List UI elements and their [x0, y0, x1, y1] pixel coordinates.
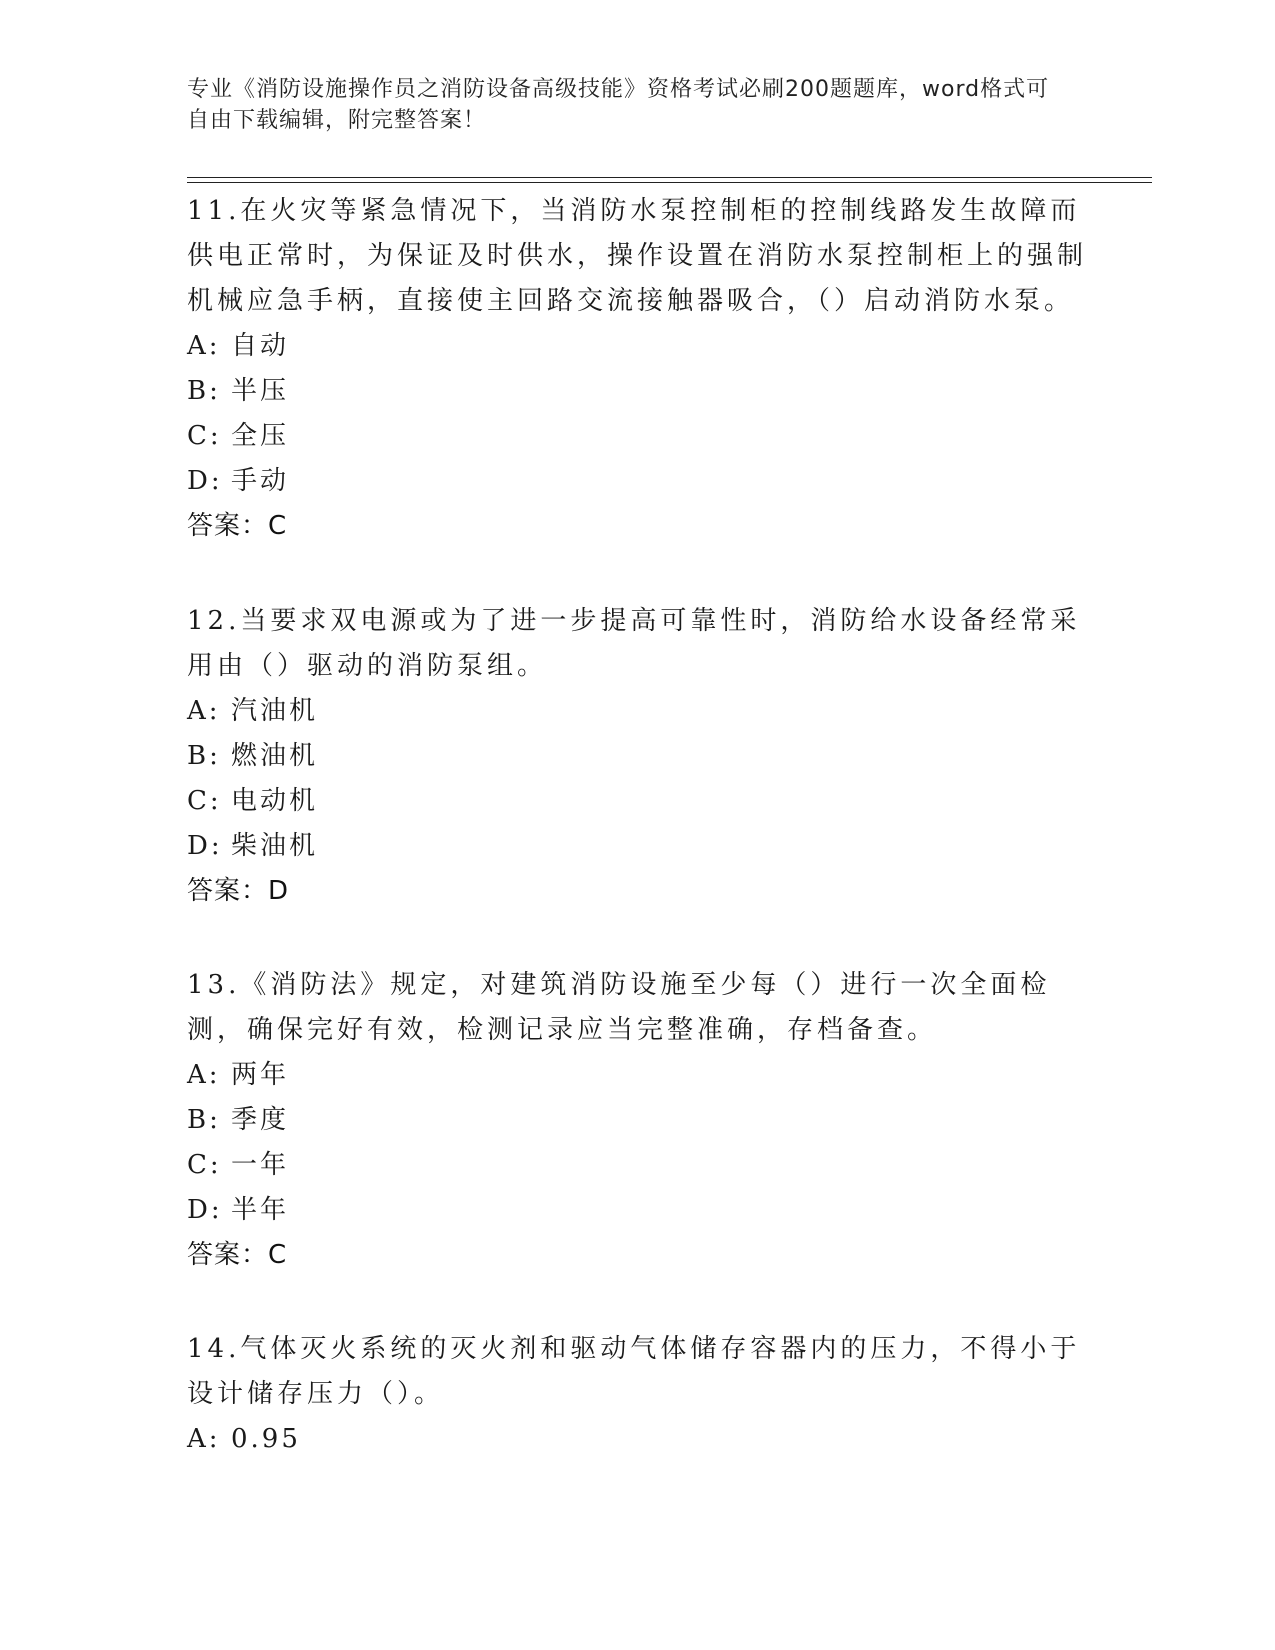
- option-b: [187, 369, 1087, 414]
- question-11: [187, 189, 1087, 549]
- option-b: [187, 1098, 1087, 1143]
- option-key: C:: [187, 421, 222, 451]
- option-text: 全压: [231, 421, 290, 451]
- option-text: 燃油机: [231, 741, 319, 771]
- question-stem: 14.气体灭火系统的灭火剂和驱动气体储存容器内的压力，不得小于设计储存压力（）。: [187, 1334, 1081, 1409]
- header-rule-top: [187, 177, 1152, 178]
- option-a: [187, 689, 1087, 734]
- question-12: [187, 599, 1087, 914]
- option-text: 柴油机: [231, 831, 319, 861]
- option-text: 手动: [231, 466, 290, 496]
- option-text: 电动机: [231, 786, 319, 816]
- answer-line: 答案：C: [187, 1240, 288, 1270]
- option-d: [187, 824, 1087, 869]
- option-text: 0.95: [231, 1424, 301, 1454]
- option-key: A:: [187, 1060, 221, 1090]
- option-d: [187, 459, 1087, 504]
- option-key: D:: [187, 831, 223, 861]
- option-text: 两年: [231, 1060, 290, 1090]
- option-key: B:: [187, 376, 221, 406]
- header-rule-bottom: [187, 182, 1152, 183]
- option-text: 自动: [231, 331, 290, 361]
- option-key: B:: [187, 741, 221, 771]
- option-text: 半压: [231, 376, 290, 406]
- option-c: [187, 414, 1087, 459]
- option-b: [187, 734, 1087, 779]
- document-header: 专业《消防设施操作员之消防设备高级技能》资格考试必刷200题题库，word格式可自由下载编辑，附完整答案！: [187, 77, 1050, 133]
- option-key: D:: [187, 466, 223, 496]
- question-stem: 11.在火灾等紧急情况下，当消防水泵控制柜的控制线路发生故障而供电正常时，为保证及时供水，操作设置在消防水泵控制柜上的强制机械应急手柄，直接使主回路交流接触器吸合，（）启动消防水泵。: [187, 196, 1088, 316]
- option-key: D:: [187, 1195, 223, 1225]
- option-key: A:: [187, 696, 221, 726]
- option-key: A:: [187, 1424, 221, 1454]
- question-stem: 13.《消防法》规定，对建筑消防设施至少每（）进行一次全面检测，确保完好有效，检测记录应当完整准确，存档备查。: [187, 970, 1051, 1045]
- option-c: [187, 779, 1087, 824]
- option-a: [187, 1417, 1087, 1462]
- option-text: 一年: [231, 1150, 290, 1180]
- option-key: C:: [187, 786, 222, 816]
- option-text: 半年: [231, 1195, 290, 1225]
- option-key: A:: [187, 331, 221, 361]
- option-key: C:: [187, 1150, 222, 1180]
- answer-line: 答案：D: [187, 876, 290, 906]
- option-c: [187, 1143, 1087, 1188]
- option-key: B:: [187, 1105, 221, 1135]
- option-a: [187, 1053, 1087, 1098]
- question-14: [187, 1327, 1087, 1462]
- answer-line: 答案：C: [187, 511, 288, 541]
- question-13: [187, 963, 1087, 1278]
- option-text: 季度: [231, 1105, 290, 1135]
- question-stem: 12.当要求双电源或为了进一步提高可靠性时，消防给水设备经常采用由（）驱动的消防泵组。: [187, 606, 1081, 681]
- option-text: 汽油机: [231, 696, 319, 726]
- option-d: [187, 1188, 1087, 1233]
- option-a: [187, 324, 1087, 369]
